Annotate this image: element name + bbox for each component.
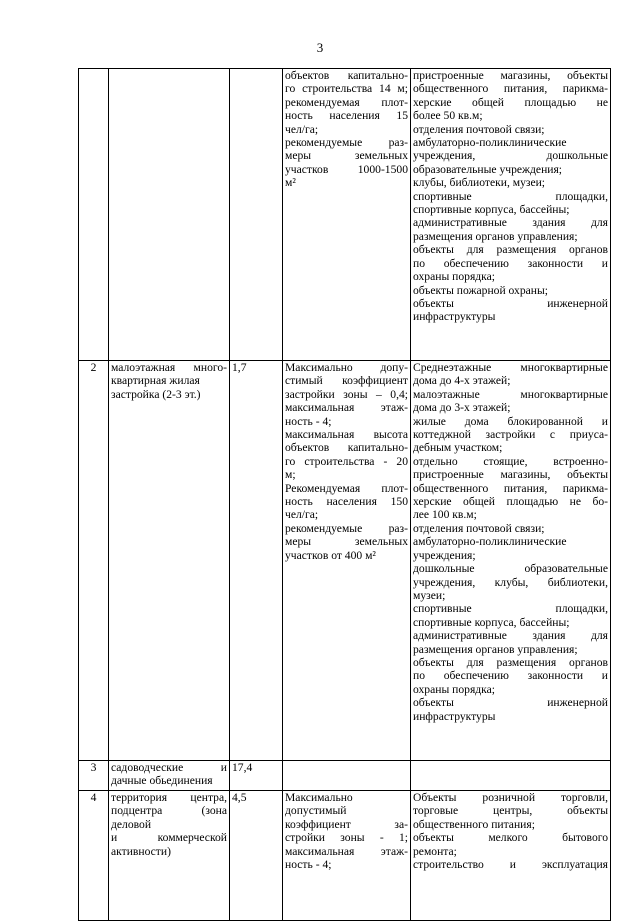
permitted-objects-line: отделения почтовой связи; (413, 521, 545, 535)
zone-parameters-line: максимальная этаж- (285, 401, 408, 415)
zone-parameters-line: участков от 400 м² (285, 548, 376, 562)
zone-area: 4,5 (230, 791, 283, 921)
zone-parameters-line: ность населения 15 (285, 109, 408, 123)
permitted-objects-line: жилые дома блокированной и (413, 414, 608, 428)
zone-name-line: подцентра (зона (111, 804, 227, 818)
permitted-objects-line: инфраструктуры (413, 709, 496, 723)
zone-name-line: застройка (2-3 эт.) (111, 387, 201, 401)
permitted-objects-line: спортивные площадки, (413, 189, 608, 203)
permitted-objects-line: более 50 кв.м; (413, 109, 483, 123)
permitted-objects-line: размещения органов управления; (413, 229, 578, 243)
zone-parameters-line: стройки зоны - 1; (285, 831, 408, 845)
zone-parameters-line: Максимально (285, 791, 353, 804)
zone-parameters-line: чел/га; (285, 122, 319, 136)
zone-parameters-line: ность населения 150 (285, 495, 408, 509)
zone-parameters-line: объектов капитально- (285, 441, 408, 455)
table-row (79, 791, 611, 921)
row-number (79, 69, 109, 361)
zone-parameters-line: меры земельных (285, 149, 408, 163)
permitted-objects-line: охраны порядка; (413, 270, 495, 284)
permitted-objects (411, 761, 611, 791)
zone-parameters-line: м; (285, 468, 296, 482)
zone-parameters-line: максимальная высота (285, 428, 408, 442)
permitted-objects-line: отделения почтовой связи; (413, 122, 545, 136)
permitted-objects-line: музеи; (413, 588, 446, 602)
zone-name-line: садоводческие и (111, 761, 227, 774)
permitted-objects-line: охраны порядка; (413, 682, 495, 696)
permitted-objects-line: общественного питания, парикма- (413, 481, 608, 495)
table-row (79, 361, 611, 761)
zone-name (109, 761, 230, 791)
zone-parameters-line: коэффициент за- (285, 817, 408, 831)
zone-parameters (283, 761, 411, 791)
zone-parameters-line: допустимый (285, 804, 347, 818)
zone-name (109, 791, 230, 921)
permitted-objects-line: спортивные корпуса, бассейны; (413, 615, 570, 629)
permitted-objects-line: дошкольные образовательные (413, 562, 608, 576)
zone-area (230, 69, 283, 361)
zone-name-line: деловой (111, 817, 152, 831)
permitted-objects-line: учреждения, дошкольные (413, 149, 608, 163)
row-number: 2 (79, 361, 109, 761)
permitted-objects (411, 791, 611, 921)
permitted-objects-line: пристроенные магазины, объекты (413, 468, 608, 482)
zone-parameters-line: м² (285, 176, 296, 190)
permitted-objects-line: Среднеэтажные многоквартирные (413, 361, 608, 374)
permitted-objects-line: спортивные корпуса, бассейны; (413, 203, 570, 217)
zone-parameters-line: го строительства - 20 (285, 454, 408, 468)
zone-name-line: дачные обьединения (111, 774, 213, 788)
permitted-objects-line: клубы, библиотеки, музеи; (413, 176, 546, 190)
zone-name-line: активности) (111, 844, 171, 858)
zone-parameters-line: рекомендуемые раз- (285, 136, 408, 150)
permitted-objects-line: ремонта; (413, 844, 457, 858)
zone-parameters (283, 791, 411, 921)
permitted-objects-line: амбулаторно-поликлинические (413, 535, 567, 549)
zone-parameters-line: объектов капитально- (285, 69, 408, 82)
permitted-objects-line: объекты инженерной (413, 696, 608, 710)
permitted-objects-line: объекты инженерной (413, 296, 608, 310)
permitted-objects-line: объекты для размещения органов (413, 655, 608, 669)
permitted-objects-line: пристроенные магазины, объекты (413, 69, 608, 82)
permitted-objects (411, 69, 611, 361)
permitted-objects-line: учреждения, клубы, библиотеки, (413, 575, 608, 589)
permitted-objects-line: образовательные учреждения; (413, 162, 563, 176)
permitted-objects-line: размещения органов управления; (413, 642, 578, 656)
row-number: 3 (79, 761, 109, 791)
permitted-objects-line: объекты пожарной охраны; (413, 283, 549, 297)
table-row (79, 761, 611, 791)
zone-area: 17,4 (230, 761, 283, 791)
zone-name-line: и коммерческой (111, 831, 227, 845)
permitted-objects-line: административные здания для (413, 629, 608, 643)
zone-area: 1,7 (230, 361, 283, 761)
table-row (79, 69, 611, 361)
permitted-objects-line: по обеспечению законности и (413, 256, 608, 270)
permitted-objects-line: коттеджной застройки с приуса- (413, 428, 608, 442)
permitted-objects-line: дебным участком; (413, 441, 503, 455)
zone-parameters-line: го строительства 14 м; (285, 82, 408, 96)
permitted-objects-line: административные здания для (413, 216, 608, 230)
permitted-objects-line: по обеспечению законности и (413, 669, 608, 683)
permitted-objects-line: строительство и эксплуатация (413, 858, 608, 872)
zone-parameters-line: застройки зоны – 0,4; (285, 387, 408, 401)
zone-parameters (283, 361, 411, 761)
permitted-objects-line: дома до 3-х этажей; (413, 401, 511, 415)
zone-parameters-line: максимальная этаж- (285, 844, 408, 858)
permitted-objects-line: Объекты розничной торговли, (413, 791, 608, 804)
permitted-objects-line: отдельно стоящие, встроенно- (413, 454, 608, 468)
page-number: 3 (316, 40, 324, 55)
zone-parameters-line: ность - 4; (285, 858, 332, 872)
permitted-objects-line: торговые центры, объекты (413, 804, 608, 818)
zone-parameters-line: Максимально допу- (285, 361, 408, 374)
zone-name-line: территория центра, (111, 791, 227, 804)
permitted-objects-line: спортивные площадки, (413, 602, 608, 616)
permitted-objects-line: малоэтажные многоквартирные (413, 387, 608, 401)
permitted-objects-line: учреждения; (413, 548, 476, 562)
zone-name (109, 69, 230, 361)
zone-parameters-line: ность - 4; (285, 414, 332, 428)
zone-name-line: квартирная жилая (111, 374, 200, 388)
permitted-objects-line: инфраструктуры (413, 310, 496, 324)
zone-parameters-line: рекомендуемые раз- (285, 521, 408, 535)
zone-name (109, 361, 230, 761)
zone-parameters-line: чел/га; (285, 508, 319, 522)
zone-parameters-line: Рекомендуемая плот- (285, 481, 408, 495)
permitted-objects-line: амбулаторно-поликлинические (413, 136, 567, 150)
permitted-objects-line: общественного питания; (413, 817, 535, 831)
zone-parameters-line: стимый коэффициент (285, 374, 408, 388)
permitted-objects-line: объекты мелкого бытового (413, 831, 608, 845)
permitted-objects-line: общественного питания, парикма- (413, 82, 608, 96)
permitted-objects-line: объекты для размещения органов (413, 243, 608, 257)
zone-parameters-line: участков 1000-1500 (285, 162, 408, 176)
zone-parameters-line: меры земельных (285, 535, 408, 549)
zone-parameters (283, 69, 411, 361)
permitted-objects-line: херские общей площадью не бо- (413, 495, 608, 509)
permitted-objects-line: херские общей площадью не (413, 95, 608, 109)
permitted-objects-line: дома до 4-х этажей; (413, 374, 511, 388)
row-number: 4 (79, 791, 109, 921)
zoning-table (78, 68, 611, 921)
zone-parameters-line: рекомендуемая плот- (285, 95, 408, 109)
permitted-objects-line: лее 100 кв.м; (413, 508, 477, 522)
zone-name-line: малоэтажная много- (111, 361, 227, 374)
permitted-objects (411, 361, 611, 761)
